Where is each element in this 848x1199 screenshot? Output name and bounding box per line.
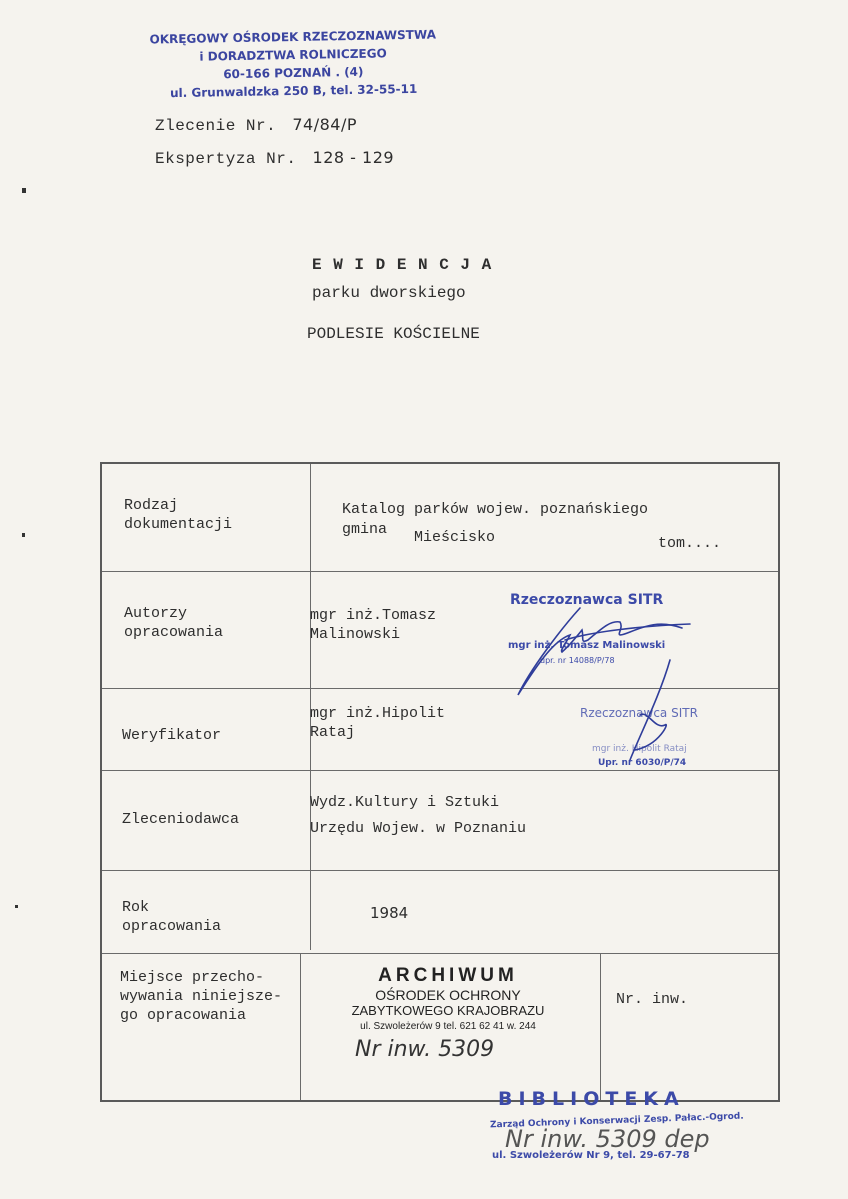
verifier-signature-icon xyxy=(610,655,690,765)
cell-value-verifier: mgr inż.Hipolit Rataj xyxy=(310,705,446,741)
archive-stamp-address: ul. Szwoleżerów 9 tel. 621 62 41 w. 244 xyxy=(360,1021,536,1032)
library-stamp-title: BIBLIOTEKA xyxy=(498,1088,685,1110)
paper-speck xyxy=(15,905,18,908)
column-divider xyxy=(600,954,601,1100)
stamp-line: i DORADZTWA ROLNICZEGO xyxy=(199,46,387,64)
library-inventory-handwritten: Nr inw. 5309 dep xyxy=(505,1125,710,1153)
archive-inventory-handwritten: Nr inw. 5309 xyxy=(355,1037,495,1062)
library-stamp-address: ul. Szwoleżerów Nr 9, tel. 29-67-78 xyxy=(492,1150,690,1161)
inventory-number-label: Nr. inw. xyxy=(616,991,689,1008)
institution-stamp xyxy=(149,26,437,103)
cell-value-gmina-name: Mieścisko xyxy=(414,529,496,546)
verifier-stamp-title: Rzeczoznawca SITR xyxy=(580,706,698,720)
archive-stamp-title: ARCHIWUM xyxy=(378,965,518,986)
cell-label-storage: Miejsce przecho- wywania niniejsze- go opracowania xyxy=(120,969,283,1024)
archive-stamp-line: ZABYTKOWEGO KRAJOBRAZU xyxy=(351,1003,545,1018)
cell-label-authors: Autorzy opracowania xyxy=(124,605,224,641)
cell-label-year: Rok opracowania xyxy=(122,899,222,935)
expertise-label: Ekspertyza Nr. xyxy=(155,150,297,168)
verifier-stamp-reg: Upr. nr 6030/P/74 xyxy=(598,758,687,768)
cell-label-documentation-type: Rodzaj dokumentacji xyxy=(124,497,233,533)
cell-label-client: Zleceniodawca xyxy=(122,811,240,828)
stamp-line: 60-166 POZNAŃ . (4) xyxy=(223,64,364,82)
author-stamp-name: mgr inż. Tomasz Malinowski xyxy=(508,640,666,651)
order-line xyxy=(155,115,357,135)
stamp-line: OKRĘGOWY OŚRODEK RZECZOZNAWSTWA xyxy=(149,27,437,47)
archive-stamp xyxy=(330,965,566,1032)
order-label: Zlecenie Nr. xyxy=(155,117,277,135)
cell-value-volume: tom.... xyxy=(658,535,722,552)
expertise-value: 128 - 129 xyxy=(312,148,395,167)
author-stamp-reg: upr. nr 14088/P/78 xyxy=(540,656,615,665)
cell-value-authors: mgr inż.Tomasz Malinowski xyxy=(310,607,437,643)
paper-speck xyxy=(22,533,25,537)
cell-value-year: 1984 xyxy=(370,904,409,922)
column-divider xyxy=(300,954,301,1100)
cell-value-catalog: Katalog parków wojew. poznańskiego xyxy=(342,501,649,518)
cell-value-gmina-label: gmina xyxy=(342,521,388,538)
expertise-line xyxy=(155,148,394,168)
library-stamp-line: Zarząd Ochrony i Konserwacji Zesp. Pałac.-Ogrod. xyxy=(489,1111,744,1131)
park-name: PODLESIE KOŚCIELNE xyxy=(307,325,480,343)
order-value: 74/84/P xyxy=(292,115,357,134)
document-subheading: parku dworskiego xyxy=(312,284,466,302)
paper-speck xyxy=(22,188,26,193)
archive-stamp-line: OŚRODEK OCHRONY xyxy=(375,987,521,1003)
cell-value-client: Wydz.Kultury i Sztuki Urzędu Wojew. w Poznaniu xyxy=(310,794,527,837)
author-stamp-title: Rzeczoznawca SITR xyxy=(510,592,664,608)
document-heading: E W I D E N C J A xyxy=(312,256,493,274)
cell-label-verifier: Weryfikator xyxy=(122,727,222,744)
stamp-line: ul. Grunwaldzka 250 B, tel. 32-55-11 xyxy=(169,81,418,101)
verifier-stamp-name: mgr inż. Hipolit Rataj xyxy=(592,744,687,754)
